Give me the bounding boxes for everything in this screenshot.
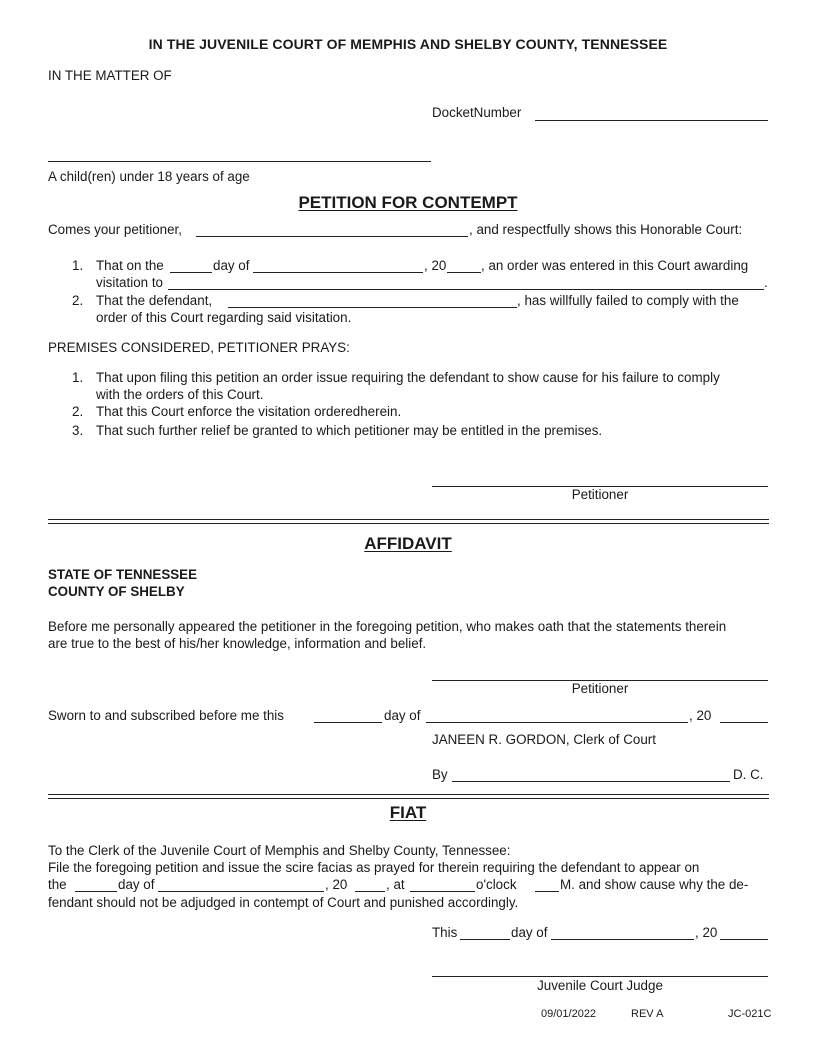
footer-revision: REV A xyxy=(631,1008,664,1020)
fiat-line3-f: M. and show cause why the de- xyxy=(560,877,749,892)
affidavit-title: AFFIDAVIT xyxy=(364,534,452,553)
item1-month-field[interactable] xyxy=(253,272,423,273)
item1-text-a: That on the xyxy=(96,258,164,273)
affidavit-body: are true to the best of his/her knowledge, information and belief. xyxy=(48,636,427,651)
this-month-field[interactable] xyxy=(551,939,694,940)
dc-label: D. C. xyxy=(733,767,764,782)
item-number: 2. xyxy=(72,293,84,308)
prayer-text: That upon filing this petition an order issue requiring the defendant to show cause for his failure to comply xyxy=(96,370,720,385)
fiat-line3-b: day of xyxy=(118,877,155,892)
premises-heading: PREMISES CONSIDERED, PETITIONER PRAYS: xyxy=(48,340,350,355)
petitioner-signature-label: Petitioner xyxy=(571,487,629,502)
petitioner-name-field[interactable] xyxy=(196,236,468,237)
county-label: COUNTY OF SHELBY xyxy=(48,584,185,599)
prayer-text: That this Court enforce the visitation orderedherein. xyxy=(96,404,402,419)
footer-date: 09/01/2022 xyxy=(541,1008,597,1020)
court-title: IN THE JUVENILE COURT OF MEMPHIS AND SHELBY COUNTY, TENNESSEE xyxy=(148,36,668,52)
item1-text-e: visitation to xyxy=(96,275,163,290)
state-label: STATE OF TENNESSEE xyxy=(48,567,198,582)
fiat-month-field[interactable] xyxy=(158,891,324,892)
item1-period: . xyxy=(764,275,768,290)
fiat-line3-a: the xyxy=(48,877,67,892)
item1-text-d: , an order was entered in this Court awarding xyxy=(481,258,749,273)
prayer-number: 2. xyxy=(72,404,84,419)
prayer-text: That such further relief be granted to which petitioner may be entitled in the premises. xyxy=(96,423,603,438)
item1-day-field[interactable] xyxy=(170,272,212,273)
sworn-text-c: , 20 xyxy=(689,708,712,723)
judge-signature-field[interactable] xyxy=(432,976,768,977)
docket-number-field[interactable] xyxy=(535,120,768,121)
fiat-line3-c: , 20 xyxy=(325,877,348,892)
judge-signature-label: Juvenile Court Judge xyxy=(537,978,663,993)
sworn-text-a: Sworn to and subscribed before me this xyxy=(48,708,284,723)
this-day-field[interactable] xyxy=(460,939,510,940)
item1-year-field[interactable] xyxy=(447,272,481,273)
sworn-year-field[interactable] xyxy=(720,722,768,723)
comes-petitioner-text: Comes your petitioner, xyxy=(48,222,182,237)
fiat-line3-d: , at xyxy=(386,877,405,892)
sworn-day-field[interactable] xyxy=(314,722,382,723)
comes-petitioner-suffix: , and respectfully shows this Honorable Court: xyxy=(469,222,743,237)
defendant-name-field[interactable] xyxy=(228,307,517,308)
docket-number-label: DocketNumber xyxy=(432,105,522,120)
fiat-title: FIAT xyxy=(389,803,427,822)
fiat-day-field[interactable] xyxy=(75,891,117,892)
footer-form-number: JC-021C xyxy=(728,1008,772,1020)
sworn-text-b: day of xyxy=(384,708,421,723)
petition-title: PETITION FOR CONTEMPT xyxy=(298,193,518,212)
item2-text-b: , has willfully failed to comply with the xyxy=(517,293,739,308)
fiat-am-pm-field[interactable] xyxy=(535,891,559,892)
child-name-field[interactable] xyxy=(48,161,431,162)
prayer-text: with the orders of this Court. xyxy=(96,387,264,402)
affidavit-petitioner-label: Petitioner xyxy=(571,681,629,696)
fiat-line: To the Clerk of the Juvenile Court of Memphis and Shelby County, Tennessee: xyxy=(48,843,511,858)
by-label: By xyxy=(432,767,448,782)
prayer-number: 3. xyxy=(72,423,84,438)
clerk-name: JANEEN R. GORDON, Clerk of Court xyxy=(432,732,656,747)
visitation-to-field[interactable] xyxy=(168,289,764,290)
item1-text-b: day of xyxy=(213,258,250,273)
this-label: This xyxy=(432,925,458,940)
deputy-clerk-signature-field[interactable] xyxy=(452,781,730,782)
section-divider xyxy=(48,794,769,799)
this-year-field[interactable] xyxy=(720,939,768,940)
fiat-line: fendant should not be adjudged in contempt of Court and punished accordingly. xyxy=(48,895,519,910)
item2-text-a: That the defendant, xyxy=(96,293,213,308)
item-number: 1. xyxy=(72,258,84,273)
item2-text-c: order of this Court regarding said visitation. xyxy=(96,310,352,325)
child-label: A child(ren) under 18 years of age xyxy=(48,169,250,184)
item1-text-c: , 20 xyxy=(424,258,447,273)
section-divider xyxy=(48,519,769,524)
this-year-prefix: , 20 xyxy=(695,925,718,940)
this-day-of-label: day of xyxy=(511,925,548,940)
fiat-line3-e: o'clock xyxy=(476,877,517,892)
in-the-matter-label: IN THE MATTER OF xyxy=(48,68,172,83)
fiat-time-field[interactable] xyxy=(410,891,475,892)
fiat-line: File the foregoing petition and issue the scire facias as prayed for therein requiring the defendant to appear on xyxy=(48,860,700,875)
fiat-year-field[interactable] xyxy=(355,891,385,892)
prayer-number: 1. xyxy=(72,370,84,385)
sworn-month-field[interactable] xyxy=(426,722,688,723)
affidavit-body: Before me personally appeared the petitioner in the foregoing petition, who makes oath that the statements therein xyxy=(48,619,727,634)
